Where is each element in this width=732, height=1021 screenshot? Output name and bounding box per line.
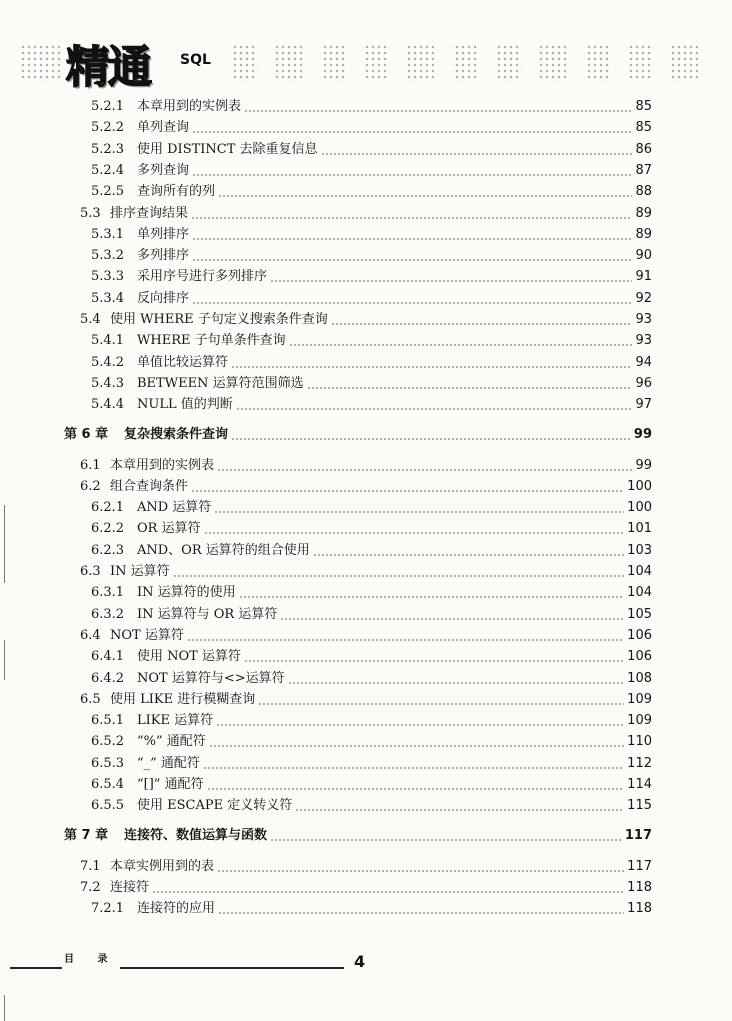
toc-dot-leader bbox=[192, 302, 632, 304]
toc-entry-title: 复杂搜索条件查询 bbox=[124, 426, 229, 442]
toc-dot-leader bbox=[203, 767, 624, 769]
toc-subsection-row bbox=[0, 732, 732, 752]
toc-entry-title: 连接符的应用 bbox=[137, 901, 216, 917]
toc-subsection-row bbox=[0, 246, 732, 266]
toc-entry-page: 103 bbox=[627, 542, 652, 558]
toc-dot-leader bbox=[209, 745, 624, 747]
toc-entry-page: 91 bbox=[635, 269, 652, 285]
toc-section-row bbox=[0, 204, 732, 224]
toc-section-row bbox=[0, 857, 732, 877]
toc-subsection-row bbox=[0, 775, 732, 795]
header-dot-pattern-right bbox=[232, 44, 702, 82]
toc-entry-page: 100 bbox=[627, 478, 652, 494]
toc-entry-title: IN 运算符 bbox=[110, 564, 170, 579]
toc-dot-leader bbox=[231, 366, 632, 368]
toc-entry-title: AND、OR 运算符的组合使用 bbox=[137, 542, 310, 558]
toc-dot-leader bbox=[288, 682, 624, 684]
toc-dot-leader bbox=[270, 839, 622, 841]
toc-dot-leader bbox=[231, 438, 631, 440]
toc-entry-page: 106 bbox=[627, 627, 652, 643]
toc-entry-page: 112 bbox=[627, 755, 652, 771]
toc-dot-leader bbox=[244, 660, 624, 662]
toc-entry-page: 109 bbox=[627, 691, 652, 707]
toc-entry-page: 93 bbox=[635, 333, 652, 349]
toc-subsection-row bbox=[0, 669, 732, 689]
toc-dot-leader bbox=[218, 912, 624, 914]
toc-entry-title: OR 运算符 bbox=[137, 521, 201, 537]
toc-subsection-row bbox=[0, 353, 732, 373]
toc-dot-leader bbox=[187, 639, 624, 641]
toc-entry-number: 6.5.5 bbox=[91, 798, 125, 814]
toc-section-row bbox=[0, 690, 732, 710]
toc-entry-number: 6.2.3 bbox=[91, 542, 125, 558]
toc-entry-page: 114 bbox=[627, 777, 652, 792]
toc-entry-title: 使用 NOT 运算符 bbox=[137, 649, 241, 665]
toc-subsection-row bbox=[0, 605, 732, 625]
toc-subsection-row bbox=[0, 541, 732, 561]
toc-entry-number: 6.5.4 bbox=[91, 777, 125, 792]
toc-entry-number: 5.4.1 bbox=[91, 333, 125, 349]
toc-dot-leader bbox=[331, 323, 632, 325]
toc-entry-page: 86 bbox=[635, 141, 652, 157]
toc-entry-page: 106 bbox=[627, 649, 652, 665]
toc-subsection-row bbox=[0, 161, 732, 181]
toc-entry-page: 85 bbox=[635, 120, 652, 136]
toc-entry-number: 6.5.2 bbox=[91, 734, 125, 750]
toc-entry-title: 使用 LIKE 进行模糊查询 bbox=[110, 691, 256, 707]
toc-dot-leader bbox=[289, 344, 632, 346]
toc-subsection-row bbox=[0, 754, 732, 774]
toc-section-row bbox=[0, 626, 732, 646]
toc-entry-title: NOT 运算符 bbox=[110, 627, 184, 643]
page-header bbox=[0, 20, 732, 93]
toc-subsection-row bbox=[0, 711, 732, 731]
header-dot-pattern-left bbox=[20, 44, 60, 82]
toc-subsection-row bbox=[0, 118, 732, 138]
toc-section-row bbox=[0, 477, 732, 497]
toc-entry-number: 5.4.3 bbox=[91, 375, 125, 391]
toc-entry-number: 7.1 bbox=[80, 858, 101, 874]
toc-entry-title: 本章用到的实例表 bbox=[137, 99, 242, 114]
toc-entry-title: AND 运算符 bbox=[137, 500, 212, 516]
toc-section-row bbox=[0, 310, 732, 330]
toc-entry-number: 5.2.1 bbox=[91, 99, 125, 114]
toc-dot-leader bbox=[313, 554, 624, 556]
toc-dot-leader bbox=[270, 280, 632, 282]
toc-dot-leader bbox=[236, 408, 632, 410]
toc-entry-title: IN 运算符与 OR 运算符 bbox=[137, 606, 278, 622]
toc-section-row bbox=[0, 562, 732, 582]
toc-subsection-row bbox=[0, 519, 732, 539]
toc-entry-title: 使用 WHERE 子句定义搜索条件查询 bbox=[110, 312, 328, 327]
toc-entry-page: 99 bbox=[633, 426, 652, 442]
toc-entry-number: 第 6 章 bbox=[64, 426, 109, 442]
toc-entry-title: 连接符 bbox=[110, 879, 150, 895]
toc-dot-leader bbox=[258, 703, 624, 705]
toc-entry-title: 采用序号进行多列排序 bbox=[137, 269, 268, 285]
toc-entry-page: 104 bbox=[627, 564, 652, 579]
toc-entry-number: 5.3.3 bbox=[91, 269, 125, 285]
toc-entry-number: 5.4.4 bbox=[91, 397, 125, 413]
toc-dot-leader bbox=[191, 217, 632, 219]
toc-dot-leader bbox=[204, 532, 624, 534]
toc-entry-page: 108 bbox=[627, 670, 652, 686]
toc-entry-number: 6.5.1 bbox=[91, 713, 125, 729]
toc-dot-leader bbox=[295, 809, 624, 811]
toc-dot-leader bbox=[244, 110, 632, 112]
toc-entry-title: NOT 运算符与<>运算符 bbox=[137, 670, 285, 686]
toc-entry-page: 118 bbox=[627, 879, 652, 895]
toc-dot-leader bbox=[321, 153, 632, 155]
toc-entry-number: 6.2 bbox=[80, 478, 101, 494]
toc-entry-page: 117 bbox=[624, 827, 652, 843]
toc-entry-number: 5.3.2 bbox=[91, 248, 125, 264]
toc-subsection-row bbox=[0, 97, 732, 117]
toc-entry-title: 多列查询 bbox=[137, 162, 190, 178]
toc-entry-number: 6.3 bbox=[80, 564, 101, 579]
toc-entry-title: NULL 值的判断 bbox=[137, 397, 233, 413]
toc-entry-title: “%” 通配符 bbox=[137, 734, 206, 750]
footer-rule-left bbox=[10, 967, 62, 969]
toc-entry-number: 5.3 bbox=[80, 205, 101, 221]
toc-entry-title: 本章用到的实例表 bbox=[110, 457, 215, 473]
toc-entry-title: 单列排序 bbox=[137, 226, 190, 242]
toc-subsection-row bbox=[0, 395, 732, 415]
toc-entry-page: 101 bbox=[627, 521, 652, 537]
toc-entry-number: 6.5 bbox=[80, 691, 101, 707]
toc-entry-number: 6.4.1 bbox=[91, 649, 125, 665]
toc-entry-page: 92 bbox=[635, 290, 652, 306]
toc-subsection-row bbox=[0, 796, 732, 816]
toc-dot-leader bbox=[173, 575, 624, 577]
toc-entry-number: 6.3.2 bbox=[91, 606, 125, 622]
toc-entry-number: 6.4.2 bbox=[91, 670, 125, 686]
toc-entry-page: 89 bbox=[635, 205, 652, 221]
scan-artifact-line bbox=[4, 640, 5, 680]
toc-subsection-row bbox=[0, 140, 732, 160]
toc-entry-number: 5.2.3 bbox=[91, 141, 125, 157]
scan-artifact-line bbox=[4, 995, 5, 1021]
toc-entry-page: 89 bbox=[635, 226, 652, 242]
toc-dot-leader bbox=[192, 238, 632, 240]
toc-entry-number: 6.2.2 bbox=[91, 521, 125, 537]
toc-entry-page: 105 bbox=[627, 606, 652, 622]
toc-subsection-row bbox=[0, 267, 732, 287]
toc-entry-number: 第 7 章 bbox=[64, 827, 109, 843]
toc-entry-page: 118 bbox=[627, 901, 652, 917]
toc-subsection-row bbox=[0, 498, 732, 518]
toc-dot-leader bbox=[192, 174, 632, 176]
toc-entry-page: 96 bbox=[635, 375, 652, 391]
toc-dot-leader bbox=[216, 724, 624, 726]
toc-chapter-row bbox=[0, 425, 732, 445]
footer-page-number: 4 bbox=[354, 952, 366, 971]
toc-entry-title: 单列查询 bbox=[137, 120, 190, 136]
toc-subsection-row bbox=[0, 182, 732, 202]
toc-subsection-row bbox=[0, 289, 732, 309]
toc-entry-page: 87 bbox=[635, 162, 652, 178]
toc-entry-title: “[]” 通配符 bbox=[137, 777, 204, 792]
toc-dot-leader bbox=[207, 788, 624, 790]
toc-entry-page: 90 bbox=[635, 248, 652, 264]
toc-section-row bbox=[0, 878, 732, 898]
toc-entry-number: 7.2.1 bbox=[91, 901, 125, 917]
toc-entry-title: 多列排序 bbox=[137, 248, 190, 264]
toc-entry-page: 85 bbox=[635, 99, 652, 114]
toc-entry-number: 6.5.3 bbox=[91, 755, 125, 771]
toc-dot-leader bbox=[218, 195, 632, 197]
toc-dot-leader bbox=[239, 596, 624, 598]
toc-entry-title: 排序查询结果 bbox=[110, 205, 189, 221]
toc-entry-page: 97 bbox=[635, 397, 652, 413]
toc-entry-page: 104 bbox=[627, 585, 652, 601]
toc-subsection-row bbox=[0, 583, 732, 603]
toc-subsection-row bbox=[0, 374, 732, 394]
toc-dot-leader bbox=[307, 387, 632, 389]
toc-entry-number: 7.2 bbox=[80, 879, 101, 895]
toc-entry-title: 反向排序 bbox=[137, 290, 190, 306]
toc-entry-page: 100 bbox=[627, 500, 652, 516]
toc-entry-title: IN 运算符的使用 bbox=[137, 585, 236, 601]
toc-entry-page: 94 bbox=[635, 354, 652, 370]
toc-dot-leader bbox=[217, 469, 632, 471]
toc-entry-title: 组合查询条件 bbox=[110, 478, 189, 494]
toc-entry-number: 6.4 bbox=[80, 627, 101, 643]
toc-chapter-row bbox=[0, 826, 732, 846]
toc-entry-title: BETWEEN 运算符范围筛选 bbox=[137, 375, 304, 391]
toc-dot-leader bbox=[191, 490, 624, 492]
toc-entry-page: 115 bbox=[627, 798, 652, 814]
toc-subsection-row bbox=[0, 225, 732, 245]
toc-dot-leader bbox=[152, 891, 624, 893]
toc-entry-title: WHERE 子句单条件查询 bbox=[137, 333, 286, 349]
toc-entry-page: 109 bbox=[627, 713, 652, 729]
toc-entry-page: 99 bbox=[635, 457, 652, 473]
toc-dot-leader bbox=[192, 131, 632, 133]
toc-entry-title: 连接符、数值运算与函数 bbox=[124, 827, 268, 843]
toc-section-row bbox=[0, 456, 732, 476]
toc-entry-number: 5.3.1 bbox=[91, 226, 125, 242]
toc-entry-number: 6.3.1 bbox=[91, 585, 125, 601]
toc-entry-page: 88 bbox=[635, 184, 652, 200]
footer-section-label: 目 录 bbox=[64, 954, 118, 965]
toc-entry-number: 5.3.4 bbox=[91, 290, 125, 306]
toc-dot-leader bbox=[280, 618, 624, 620]
toc-entry-number: 5.2.4 bbox=[91, 162, 125, 178]
toc-entry-number: 5.2.5 bbox=[91, 184, 125, 200]
footer-rule-right bbox=[120, 967, 344, 969]
toc-entry-page: 110 bbox=[627, 734, 652, 750]
toc-entry-title: 使用 ESCAPE 定义转义符 bbox=[137, 798, 293, 814]
toc-entry-title: “_” 通配符 bbox=[137, 755, 200, 771]
scan-artifact-line bbox=[4, 505, 5, 583]
toc-entry-title: 查询所有的列 bbox=[137, 184, 216, 200]
toc-entry-number: 6.2.1 bbox=[91, 500, 125, 516]
toc-entry-title: 单值比较运算符 bbox=[137, 354, 229, 370]
toc-entry-title: 使用 DISTINCT 去除重复信息 bbox=[137, 141, 318, 157]
toc-subsection-row bbox=[0, 647, 732, 667]
toc-entry-page: 93 bbox=[635, 312, 652, 327]
toc-entry-number: 5.4.2 bbox=[91, 354, 125, 370]
toc-entry-number: 6.1 bbox=[80, 457, 101, 473]
toc-entry-title: 本章实例用到的表 bbox=[110, 858, 215, 874]
toc-subsection-row bbox=[0, 899, 732, 919]
toc-entry-number: 5.4 bbox=[80, 312, 101, 327]
toc-entry-number: 5.2.2 bbox=[91, 120, 125, 136]
toc-entry-title: LIKE 运算符 bbox=[137, 713, 214, 729]
toc-dot-leader bbox=[214, 511, 624, 513]
toc-dot-leader bbox=[192, 259, 632, 261]
toc-subsection-row bbox=[0, 331, 732, 351]
book-logo: 精通 bbox=[66, 42, 150, 93]
toc-entry-page: 117 bbox=[627, 858, 652, 874]
toc-dot-leader bbox=[217, 870, 624, 872]
book-logo-subtitle: SQL bbox=[180, 52, 211, 68]
